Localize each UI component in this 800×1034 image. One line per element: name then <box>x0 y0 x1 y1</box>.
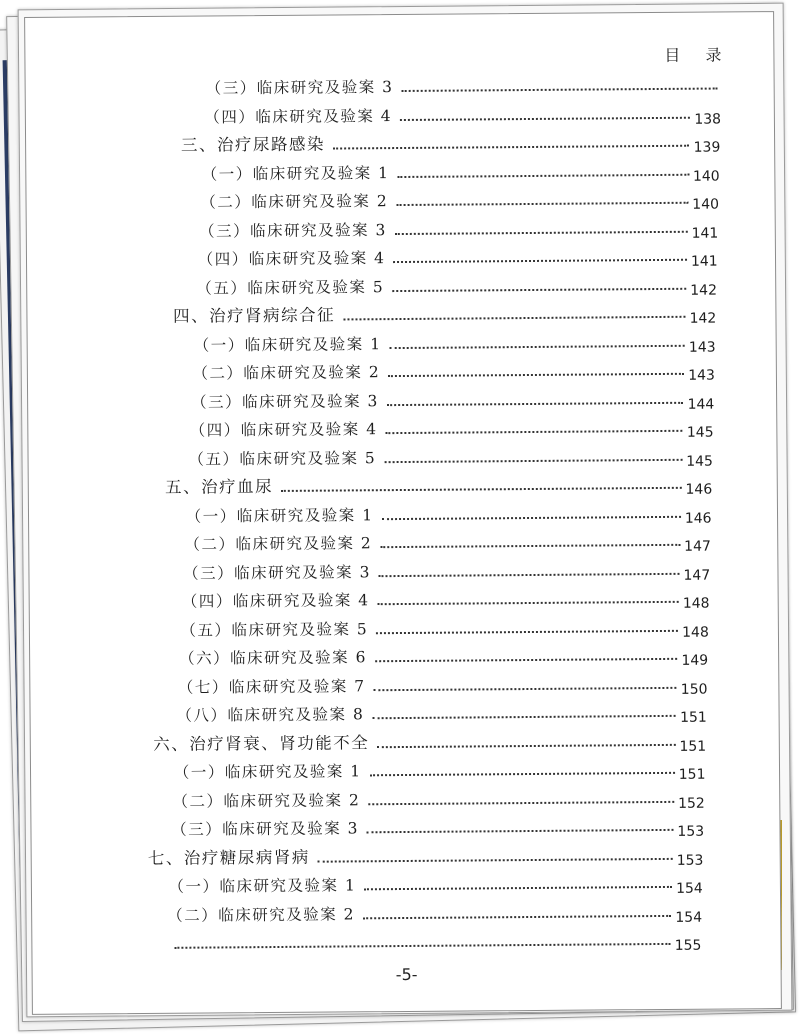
dot-leader <box>343 316 685 321</box>
toc-entry-label: （一）临床研究及验案 1 <box>185 505 374 526</box>
dot-leader <box>370 772 675 776</box>
toc-entry-page-number: 143 <box>688 367 715 384</box>
toc-subsection-entry <box>166 926 702 954</box>
dot-leader <box>333 145 690 150</box>
toc-entry-page-number: 143 <box>688 339 716 356</box>
toc-entry-label: （二）临床研究及验案 2 <box>192 363 381 383</box>
toc-subsection-entry <box>206 70 722 98</box>
dot-leader <box>377 743 675 747</box>
toc-subsection-entry <box>178 669 708 697</box>
toc-subsection-entry <box>192 356 715 384</box>
toc-entry-label: （二）临床研究及验案 2 <box>200 192 389 212</box>
dot-leader <box>388 373 684 377</box>
toc-section-entry <box>148 840 704 868</box>
dot-leader <box>397 173 688 177</box>
dot-leader <box>363 914 671 918</box>
toc-entry-page-number: 148 <box>682 624 709 641</box>
toc-entry-page-number: 138 <box>694 110 722 128</box>
dot-leader <box>374 686 677 690</box>
toc-entry-page-number: 154 <box>675 909 703 926</box>
toc-subsection-entry <box>171 812 704 840</box>
dot-leader <box>375 658 677 662</box>
toc-entry-label: （四）临床研究及验案 4 <box>204 106 393 127</box>
toc-section-entry <box>173 299 716 327</box>
toc-entry-page-number: 153 <box>677 823 705 840</box>
toc-entry-page-number: 144 <box>687 396 715 413</box>
toc-subsection-entry <box>186 498 712 526</box>
dot-leader <box>318 857 673 862</box>
toc-entry-label: （四）临床研究及验案 4 <box>181 591 370 611</box>
toc-subsection-entry <box>174 755 706 783</box>
dot-leader <box>379 572 680 576</box>
toc-entry-page-number: 151 <box>680 709 707 726</box>
toc-entry-label: （二）临床研究及验案 2 <box>184 534 373 554</box>
dot-leader <box>364 886 672 890</box>
toc-entry-label: 三、治疗尿路感染 <box>180 134 326 155</box>
toc-entry-page-number: 146 <box>684 510 712 527</box>
toc-section-entry <box>181 127 720 155</box>
toc-entry-page-number: 145 <box>686 453 713 470</box>
toc-subsection-entry <box>182 584 710 612</box>
toc-entry-label: （三）临床研究及验案 3 <box>198 220 387 241</box>
toc-subsection-entry <box>188 441 713 469</box>
toc-subsection-entry <box>190 413 714 441</box>
toc-entry-label: 五、治疗血尿 <box>165 477 274 497</box>
toc-subsection-entry <box>204 99 721 127</box>
toc-subsection-entry <box>167 897 702 925</box>
contents-page <box>24 11 782 1015</box>
page-header-title: 目 录 <box>664 45 732 65</box>
toc-entry-label: （五）临床研究及验案 5 <box>196 277 385 298</box>
dot-leader <box>372 715 676 719</box>
toc-subsection-entry <box>183 555 710 583</box>
dot-leader <box>395 230 688 234</box>
toc-entry-page-number: 141 <box>690 253 718 270</box>
dot-leader <box>390 344 685 348</box>
toc-entry-page-number: 140 <box>692 168 720 185</box>
toc-subsection-entry <box>184 527 711 555</box>
dot-leader <box>387 401 684 405</box>
toc-entry-label: （二）临床研究及验案 2 <box>167 904 356 925</box>
toc-entry-page-number: 142 <box>690 282 718 299</box>
dot-leader <box>376 629 678 633</box>
dot-leader <box>396 202 688 206</box>
dot-leader <box>368 800 674 804</box>
toc-subsection-entry <box>168 869 702 897</box>
page-number: -5- <box>395 964 418 985</box>
toc-entry-page-number: 152 <box>677 795 705 812</box>
toc-entry-page-number: 149 <box>681 652 709 669</box>
dot-leader <box>386 430 683 434</box>
dot-leader <box>392 287 686 291</box>
toc-entry-label: （一）临床研究及验案 1 <box>201 163 390 184</box>
toc-entry-label: （四）临床研究及验案 4 <box>189 420 378 440</box>
toc-entry-label: （三）临床研究及验案 3 <box>205 78 394 98</box>
toc-entry-page-number: 153 <box>676 852 704 869</box>
toc-section-entry <box>153 726 706 754</box>
toc-entry-page-number: 151 <box>679 738 707 755</box>
dot-leader <box>384 458 682 462</box>
toc-entry-label: 四、治疗肾病综合征 <box>172 305 336 326</box>
dot-leader <box>382 515 681 519</box>
toc-entry-label: （三）临床研究及验案 3 <box>183 562 371 583</box>
toc-entry-page-number: 148 <box>682 595 710 612</box>
toc-entry-page-number: 140 <box>692 196 720 213</box>
toc-subsection-entry <box>191 384 714 412</box>
toc-entry-page-number: 146 <box>685 481 713 498</box>
toc-entry-label: （一）临床研究及验案 1 <box>173 762 362 782</box>
dot-leader <box>174 943 671 949</box>
dot-leader <box>380 544 680 548</box>
toc-subsection-entry <box>194 327 716 355</box>
toc-entry-page-number: 142 <box>689 310 717 327</box>
toc-entry-page-number: 154 <box>675 880 703 897</box>
dot-leader <box>400 116 690 120</box>
dot-leader <box>378 601 679 605</box>
toc-entry-label: （一）临床研究及验案 1 <box>168 876 357 896</box>
toc-subsection-entry <box>198 242 718 270</box>
toc-entry-label: （三）临床研究及验案 3 <box>171 819 360 839</box>
toc-entry-page-number: 150 <box>680 681 708 698</box>
toc-entry-label: （八）临床研究及验案 8 <box>176 705 365 725</box>
dot-leader <box>281 487 681 492</box>
toc-entry-page-number: 147 <box>684 538 711 555</box>
toc-entry-label: （四）临床研究及验案 4 <box>197 249 386 269</box>
toc-entry-page-number: 155 <box>674 937 702 954</box>
toc-entry-label: （五）临床研究及验案 5 <box>188 448 377 469</box>
toc-subsection-entry <box>199 213 718 241</box>
toc-subsection-entry <box>202 156 720 184</box>
toc-entry-label: （一）临床研究及验案 1 <box>193 334 382 355</box>
toc-entry-label: （二）临床研究及验案 2 <box>172 790 361 811</box>
dot-leader <box>401 88 717 92</box>
toc-entry-page-number: 139 <box>693 139 721 156</box>
toc-entry-page-number: 145 <box>686 424 714 441</box>
dot-leader <box>394 259 687 263</box>
toc-entry-label: （三）临床研究及验案 3 <box>190 391 379 412</box>
toc-subsection-entry <box>180 612 709 640</box>
toc-entry-page-number: 141 <box>691 225 719 242</box>
toc-subsection-entry <box>176 698 706 726</box>
toc-entry-label: （七）临床研究及验案 7 <box>177 676 366 697</box>
toc-entry-label: 七、治疗糖尿病肾病 <box>147 847 310 868</box>
toc-entry-label: 六、治疗肾衰、肾功能不全 <box>153 732 370 754</box>
dot-leader <box>367 829 673 833</box>
toc-subsection-entry <box>172 783 704 811</box>
toc-section-entry <box>165 470 712 498</box>
toc-subsection-entry <box>179 641 708 669</box>
table-of-contents <box>25 12 781 1014</box>
toc-entry-label: （六）临床研究及验案 6 <box>179 648 367 668</box>
toc-subsection-entry <box>200 185 719 213</box>
toc-entry-page-number: 151 <box>678 766 706 783</box>
toc-entry-page-number: 147 <box>683 567 711 584</box>
toc-subsection-entry <box>196 270 717 298</box>
toc-entry-label: （五）临床研究及验案 5 <box>180 619 369 640</box>
